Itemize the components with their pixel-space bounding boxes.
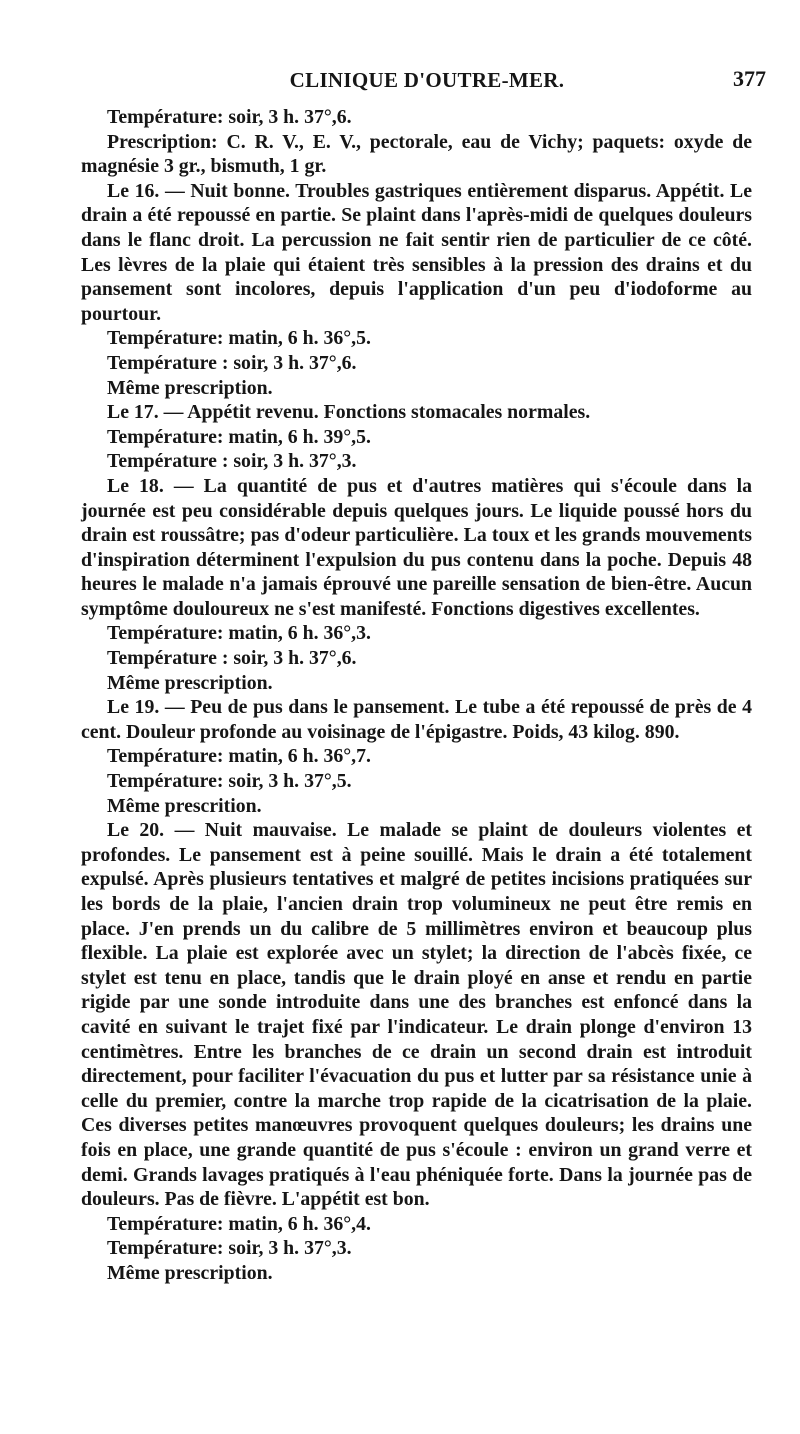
temperature-line: Température : soir, 3 h. 37°,6. — [107, 647, 357, 670]
prescription-line: Même prescrition. — [107, 794, 262, 817]
temperature-line: Température: matin, 6 h. 36°,5. — [107, 327, 371, 350]
temperature-line: Température: matin, 6 h. 36°,7. — [107, 745, 371, 768]
day-18-paragraph: Le 18. — La quantité de pus et d'autres matières qui s'écoule dans la journée est peu considérable depuis quelques jours. Le liquide poussé hors du drain est roussâtre; pas d'odeur particulière. La toux et les grands mouvements d'inspiration déterminent l'expulsion du pus contenu dans la poche. Depuis 48 heures le malade n'a jamais éprouvé une pareille sensation de bien-être. Aucun symptôme douloureux ne s'est manifesté. Fonctions digestives excellentes. — [81, 474, 752, 620]
body-text — [81, 105, 752, 1286]
temperature-line: Température: matin, 6 h. 39°,5. — [107, 425, 371, 448]
prescription-paragraph: Prescription: C. R. V., E. V., pectorale, eau de Vichy; paquets: oxyde de magnésie 3 gr., bismuth, 1 gr. — [81, 130, 752, 178]
temperature-line: Température: matin, 6 h. 36°,4. — [107, 1212, 371, 1235]
temperature-line: Température: soir, 3 h. 37°,5. — [107, 770, 352, 793]
prescription-line: Même prescription. — [107, 671, 273, 694]
temperature-line: Température: soir, 3 h. 37°,3. — [107, 1237, 352, 1260]
running-title: CLINIQUE D'OUTRE-MER. — [289, 68, 565, 92]
page-header — [80, 68, 774, 102]
day-16-paragraph: Le 16. — Nuit bonne. Troubles gastriques entièrement disparus. Appétit. Le drain a été repoussé en partie. Se plaint dans l'après-midi de quelques douleurs dans le flanc droit. La percussion ne fait sentir rien de particulier de ce côté. Les lèvres de la plaie qui étaient très sensibles à la pression des drains et du pansement sont incolores, depuis l'application d'un peu d'iodoforme au pourtour. — [81, 179, 752, 325]
prescription-line: Même prescription. — [107, 1261, 273, 1284]
temperature-line: Température : soir, 3 h. 37°,6. — [107, 351, 357, 374]
day-17-paragraph: Le 17. — Appétit revenu. Fonctions stomacales normales. — [107, 401, 591, 424]
day-20-paragraph: Le 20. — Nuit mauvaise. Le malade se plaint de douleurs violentes et profondes. Le pansement est à peine souillé. Mais le drain a été totalement expulsé. Après plusieurs tentatives et malgré de petites incisions pratiquées sur les bords de la plaie, l'ancien drain trop volumineux ne peut être remis en place. J'en prends un du calibre de 5 millimètres environ et beaucoup plus flexible. La plaie est explorée avec un stylet; la direction de l'abcès fixée, ce stylet est tenu en place, tandis que le drain ployé en anse et rendu en partie rigide par une sonde introduite dans une des branches est enfoncé dans la cavité en suivant le trajet fixé par l'indicateur. Le drain plonge d'environ 13 centimètres. Entre les branches de ce drain un second drain est introduit directement, pour faciliter l'évacuation du pus et lutter par sa résistance unie à celle du premier, contre la marche trop rapide de la cicatrisation de la plaie. Ces diverses petites manœuvres provoquent quelques douleurs; les drains une fois en place, une grande quantité de pus s'écoule : environ un grand verre et demi. Grands lavages pratiqués à l'eau phéniquée forte. Dans la journée pas de douleurs. Pas de fièvre. L'appétit est bon. — [81, 819, 752, 1211]
day-19-paragraph: Le 19. — Peu de pus dans le pansement. Le tube a été repoussé de près de 4 cent. Douleur profonde au voisinage de l'épigastre. Poids, 43 kilog. 890. — [81, 696, 752, 743]
temperature-line: Température: matin, 6 h. 36°,3. — [107, 622, 371, 645]
temperature-line: Température: soir, 3 h. 37°,6. — [107, 106, 352, 128]
page-number: 377 — [733, 66, 766, 91]
prescription-line: Même prescription. — [107, 376, 273, 399]
temperature-line: Température : soir, 3 h. 37°,3. — [107, 450, 357, 473]
